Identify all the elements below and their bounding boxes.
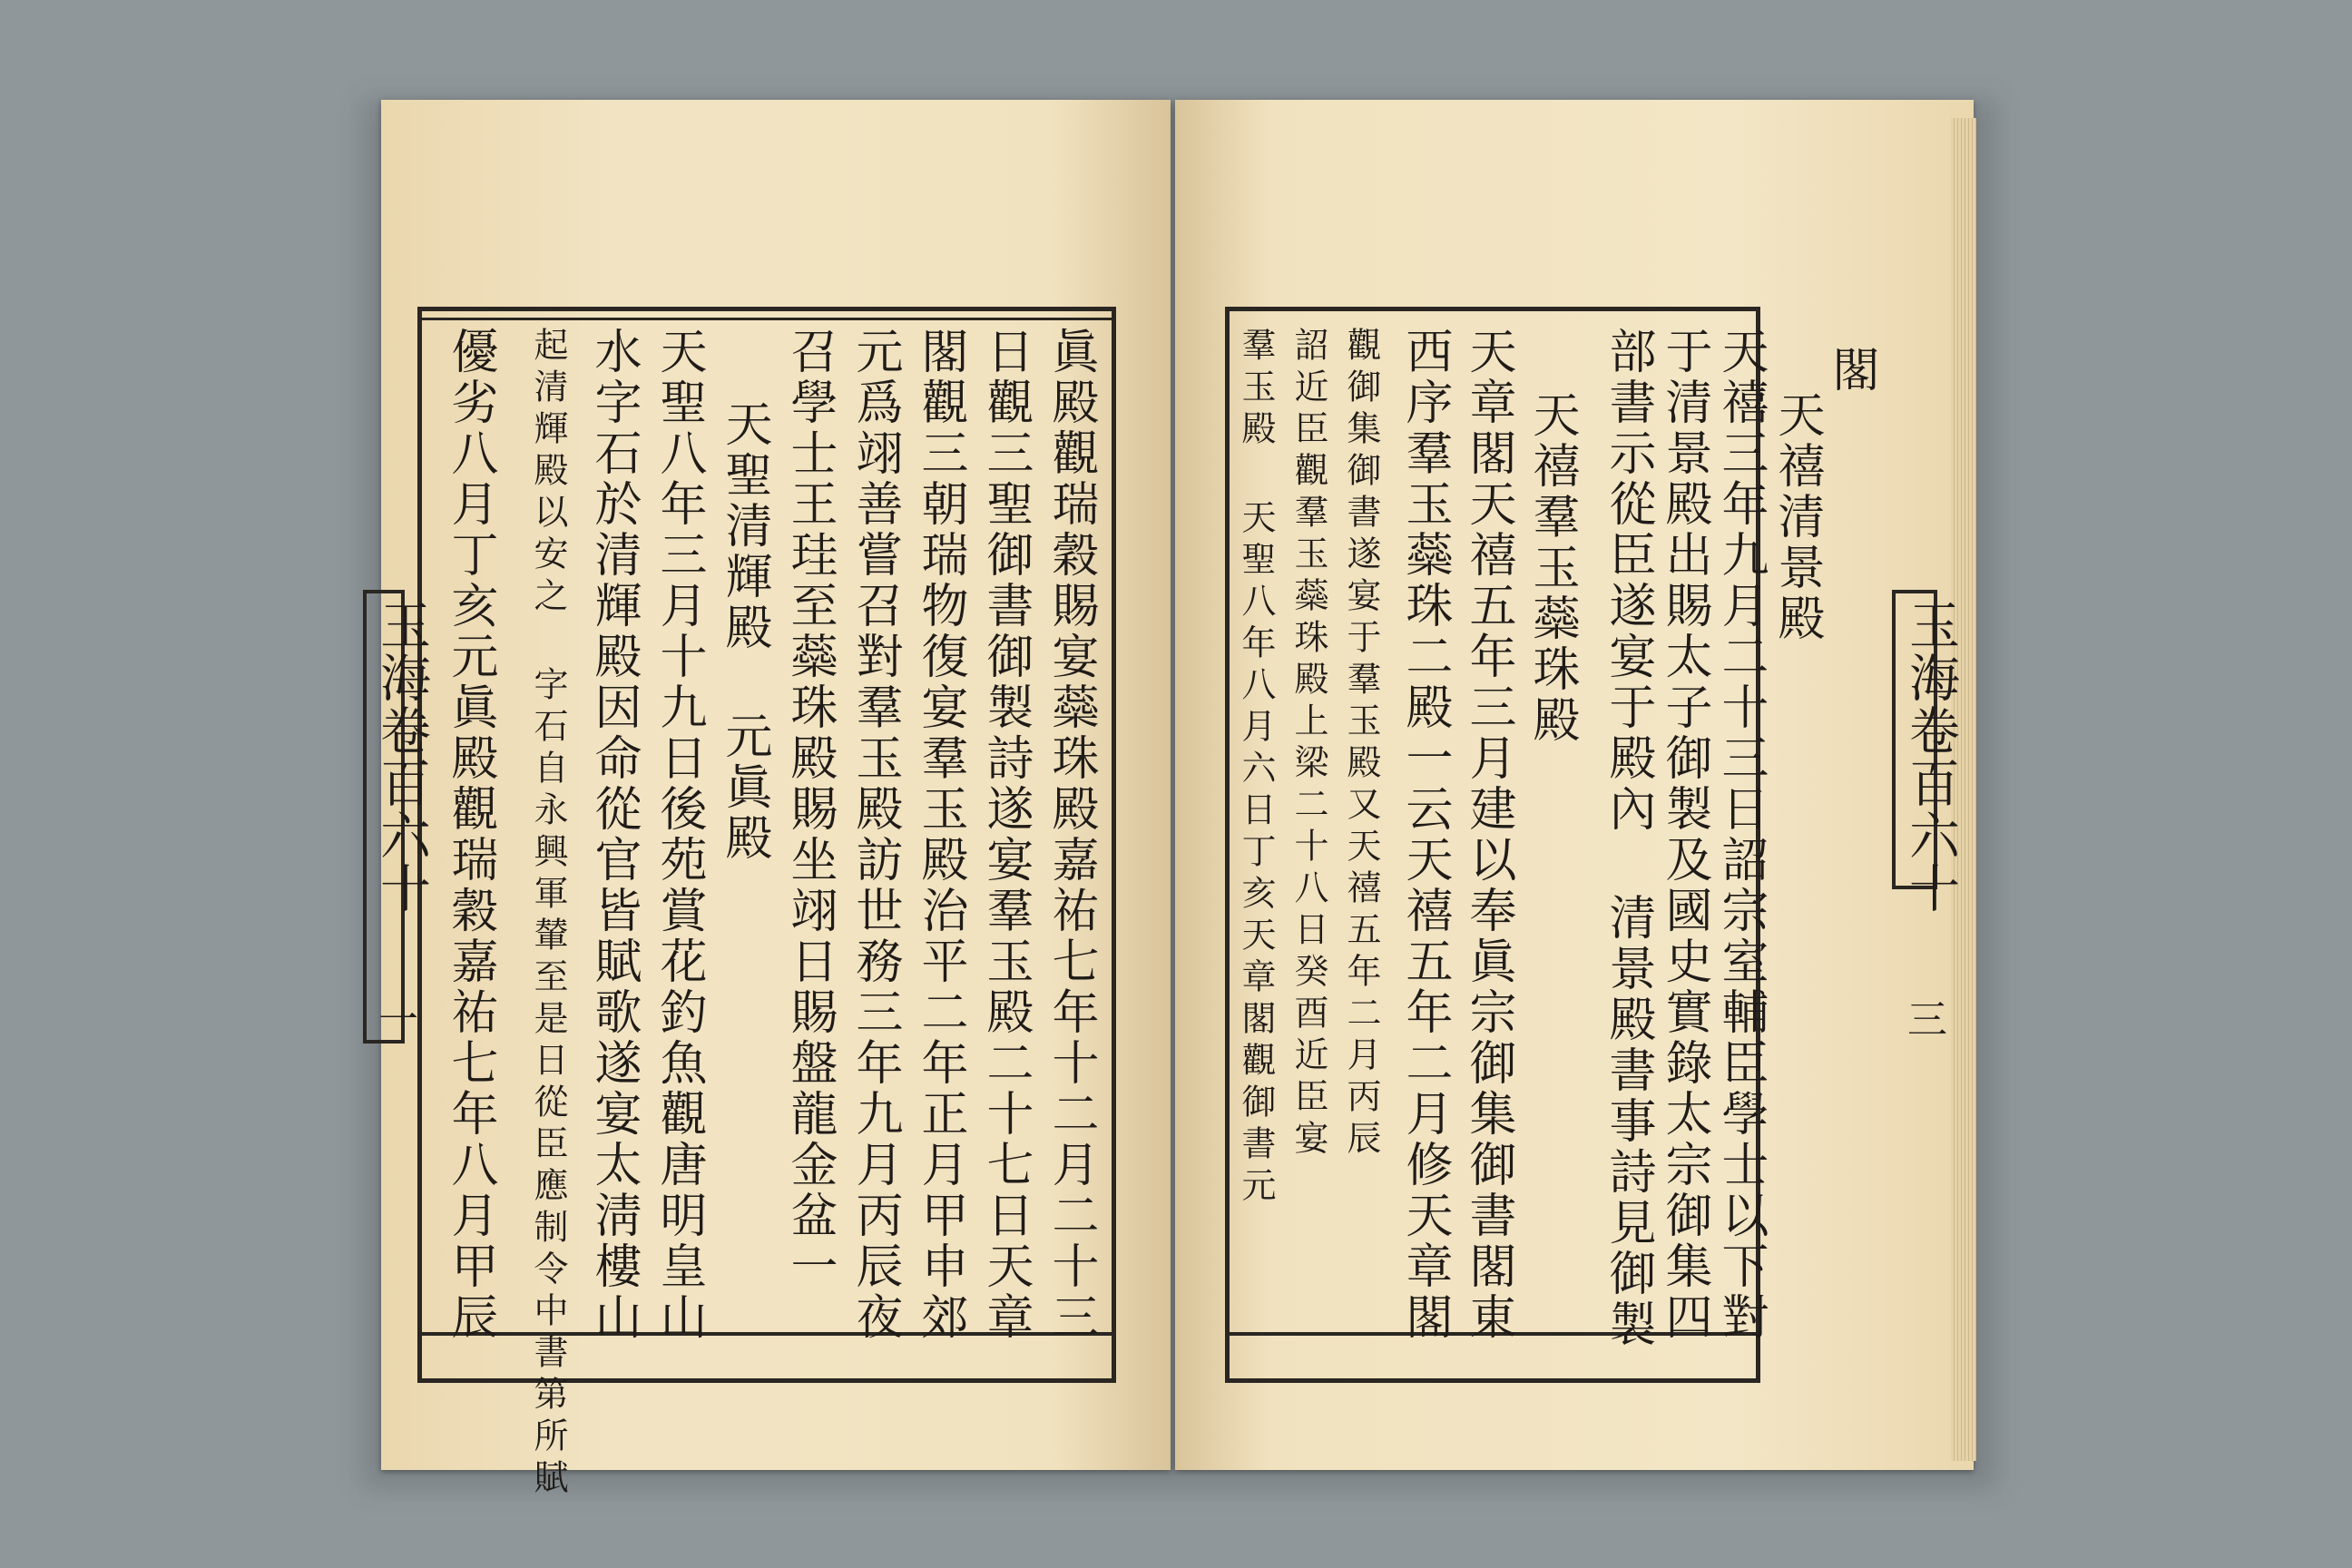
right-margin-title: 玉海卷百六十	[1901, 599, 1960, 915]
left-col-3: 閣觀三朝瑞物復宴羣玉殿治平二年正月甲申郊	[913, 327, 967, 1343]
left-page-top-rule	[417, 318, 1116, 320]
left-col-6: 天聖清輝殿 元眞殿	[717, 399, 771, 864]
left-col-2: 日觀三聖御書御製詩遂宴羣玉殿二十七日天章	[978, 327, 1033, 1343]
left-col-4: 元爲翊善嘗召對羣玉殿訪世務三年九月丙辰夜	[848, 327, 902, 1343]
right-col-2: 天禧清景殿	[1769, 390, 1824, 644]
right-margin-note: 三	[1900, 998, 1946, 1040]
right-col-11: 羣玉殿 天聖八年八月六日丁亥天章閣觀御書元	[1236, 327, 1276, 1209]
right-col-8: 西序羣玉蘂珠二殿一云天禧五年二月修天章閣	[1397, 327, 1452, 1343]
right-col-4: 于清景殿出賜太子御製及國史實錄太宗御集四	[1657, 327, 1711, 1343]
right-col-10: 詔近臣觀羣玉蘂珠殿上梁二十八日癸酉近臣宴	[1289, 327, 1328, 1161]
left-margin-title: 玉海卷百六十	[372, 599, 431, 915]
right-col-9: 觀御集御書遂宴于羣玉殿又天禧五年二月丙辰	[1341, 327, 1381, 1161]
right-col-5: 部書示從臣遂宴于殿內 清景殿書事詩見御製	[1601, 327, 1655, 1350]
left-col-8: 水字石於清輝殿因命從官皆賦歌遂宴太淸樓山	[586, 327, 641, 1343]
right-col-6: 天禧羣玉蘂珠殿	[1524, 390, 1579, 746]
left-col-5: 召學士王珪至蘂珠殿賜坐翊日賜盤龍金盆一	[782, 327, 837, 1292]
left-col-7: 天聖八年三月十九日後苑賞花釣魚觀唐明皇山	[652, 327, 706, 1343]
left-col-1: 眞殿觀瑞穀賜宴蘂珠殿嘉祐七年十二月二十三	[1044, 327, 1098, 1343]
right-col-7: 天章閣天禧五年三月建以奉眞宗御集御書閣東	[1461, 327, 1515, 1343]
left-margin-note: 一	[371, 998, 417, 1040]
right-col-3: 天禧三年九月二十三日詔宗室輔臣學士以下對	[1713, 327, 1768, 1343]
left-col-10: 優劣八月丁亥元眞殿觀瑞穀嘉祐七年八月甲辰	[443, 327, 497, 1343]
right-col-1: 閣	[1824, 345, 1878, 396]
left-col-9: 起清輝殿以安之 字石自永興軍輦至是日從臣應制令中書第所賦	[528, 327, 568, 1501]
